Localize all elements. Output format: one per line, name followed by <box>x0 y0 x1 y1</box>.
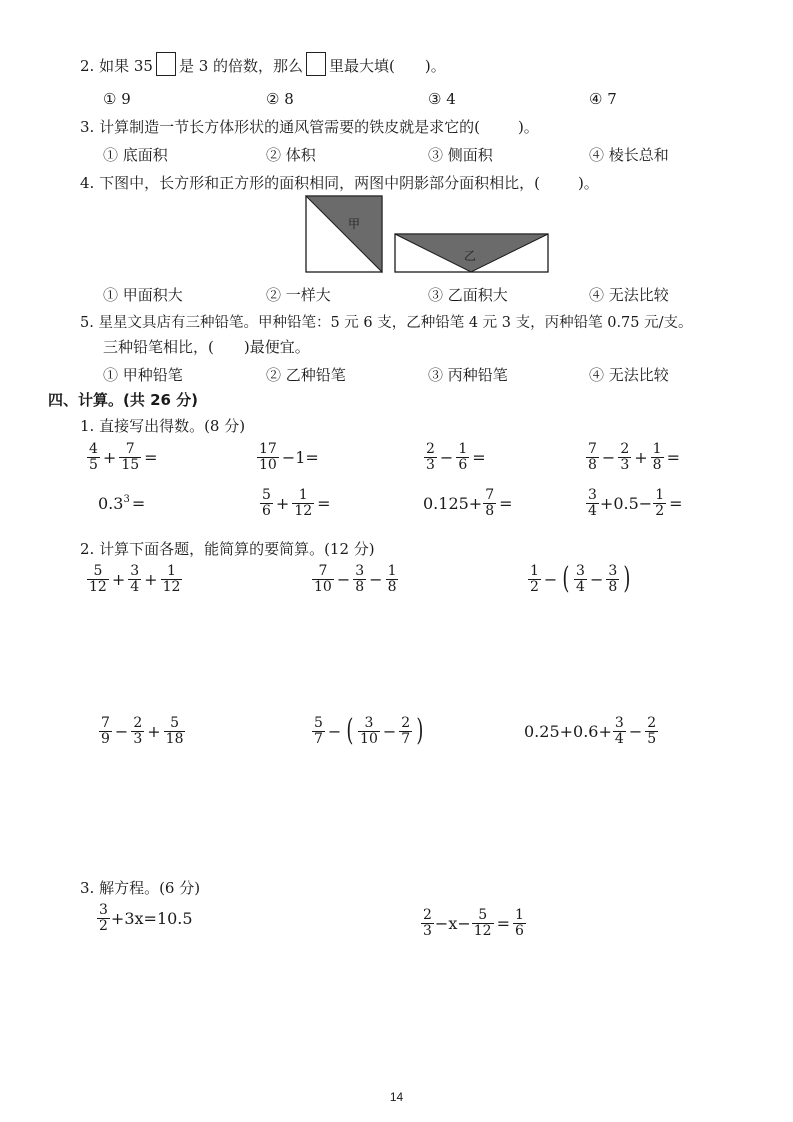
part-3-title: 3. 解方程。(6 分) <box>80 879 201 897</box>
question-text: )。 <box>577 174 599 192</box>
fraction: $\frac{7}{8}$ <box>485 487 495 519</box>
option-2[interactable]: ② 8 <box>266 90 294 108</box>
option-2[interactable]: ② 一样大 <box>266 286 331 304</box>
fraction: $\frac{2}{3}$ <box>620 441 630 473</box>
fraction: $\frac{2}{5}$ <box>647 715 657 747</box>
fraction: $\frac{5}{18}$ <box>165 715 184 747</box>
fraction: $\frac{3}{8}$ <box>355 563 365 595</box>
calc-expression-1[interactable]: 5 12 + $\frac{3}{4}$ + $\frac{1}{12}$ <box>89 563 181 595</box>
option-1[interactable]: ① 底面积 <box>103 146 168 164</box>
option-3[interactable]: ③ 4 <box>428 90 456 108</box>
equation-1[interactable]: 3 2 +3x=10.5 <box>99 902 193 934</box>
question-4 <box>80 172 599 193</box>
answer-box[interactable] <box>156 52 176 76</box>
fraction: 5 7 <box>314 715 323 747</box>
question-number: 3. <box>80 118 95 136</box>
option-4[interactable]: ④ 无法比较 <box>589 366 669 384</box>
fraction: 3 10 <box>360 715 378 747</box>
part-1-title: 1. 直接写出得数。(8 分) <box>80 417 246 435</box>
direct-expression-6[interactable]: 5 6 + $\frac{1}{12}$ = <box>262 487 331 519</box>
part-2-title: 2. 计算下面各题，能简算的要简算。(12 分) <box>80 540 375 558</box>
shapes-figure <box>300 192 555 276</box>
direct-expression-3[interactable]: 2 3 − $\frac{1}{6}$ = <box>426 441 486 473</box>
fraction: 1 2 <box>530 563 539 595</box>
square-figure <box>306 196 382 272</box>
fraction: 17 10 <box>259 441 277 473</box>
question-text: 计算制造一节长方体形状的通风管需要的铁皮就是求它的( <box>99 118 480 136</box>
calc-expression-4[interactable]: 7 9 − $\frac{2}{3}$ + $\frac{5}{18}$ <box>101 715 184 747</box>
fraction: 7 9 <box>101 715 110 747</box>
question-text: )最便宜。 <box>243 338 310 356</box>
question-text: 三种铅笔相比，( <box>103 338 214 356</box>
fraction: 2 3 <box>426 441 435 473</box>
option-3[interactable]: ③ 丙种铅笔 <box>428 366 508 384</box>
fraction: 3 4 <box>588 487 597 519</box>
fraction: $\frac{2}{3}$ <box>133 715 143 747</box>
fraction: $\frac{1}{6}$ <box>515 907 524 939</box>
option-2[interactable]: ② 体积 <box>266 146 316 164</box>
question-5 <box>80 311 693 332</box>
fraction: $\frac{5}{12}$ <box>473 907 492 939</box>
fraction: 4 5 <box>89 441 98 473</box>
calc-expression-6[interactable]: 0.25+0.6+ $\frac{3}{4}$ − $\frac{2}{5}$ <box>524 715 657 747</box>
fraction: 5 12 <box>89 563 107 595</box>
calc-expression-3[interactable]: 1 2 − ( 3 4 − $\frac{3}{8}$ ) <box>530 561 631 597</box>
question-number: 4. <box>80 174 95 192</box>
fraction: $\frac{3}{4}$ <box>130 563 140 595</box>
option-4[interactable]: ④ 7 <box>589 90 617 108</box>
direct-expression-5[interactable]: 0.3 $^3$ = <box>98 494 146 513</box>
equation-2[interactable]: 2 3 −x− $\frac{5}{12}$ = $\frac{1}{6}$ <box>423 907 524 939</box>
question-text: 星星文具店有三种铅笔。甲种铅笔：5 元 6 支，乙种铅笔 4 元 3 支，丙种铅笔 0.75 元/支。 <box>98 315 693 331</box>
fraction: $\frac{1}{2}$ <box>655 487 665 519</box>
fraction: 7 10 <box>314 563 332 595</box>
fraction: $\frac{1}{6}$ <box>458 441 468 473</box>
fraction: $\frac{3}{8}$ <box>608 563 618 595</box>
question-text: 里最大填( <box>329 57 395 75</box>
answer-box[interactable] <box>306 52 326 76</box>
direct-expression-2[interactable]: 17 10 −1= <box>259 441 319 473</box>
direct-expression-7[interactable]: 0.125+ $\frac{7}{8}$ = <box>423 487 513 519</box>
option-3[interactable]: ③ 乙面积大 <box>428 286 508 304</box>
figure-label-jia: 甲 <box>348 217 361 231</box>
question-text: )。 <box>517 118 539 136</box>
option-2[interactable]: ② 乙种铅笔 <box>266 366 346 384</box>
fraction: $\frac{1}{8}$ <box>652 441 662 473</box>
figure-label-yi: 乙 <box>464 249 477 263</box>
direct-expression-4[interactable]: 7 8 − $\frac{2}{3}$ + $\frac{1}{8}$ = <box>588 441 680 473</box>
option-1[interactable]: ① 甲面积大 <box>103 286 183 304</box>
calc-expression-2[interactable]: 7 10 − $\frac{3}{8}$ − $\frac{1}{8}$ <box>314 563 397 595</box>
section-title: 四、计算。(共 26 分) <box>48 391 199 409</box>
question-5-line-2 <box>103 336 310 357</box>
fraction: $\frac{7}{15}$ <box>121 441 140 473</box>
fraction: 7 8 <box>588 441 597 473</box>
option-1[interactable]: ① 甲种铅笔 <box>103 366 183 384</box>
fraction: $\frac{2}{7}$ <box>401 715 411 747</box>
question-text: )。 <box>424 57 446 75</box>
rectangle-figure <box>395 234 548 272</box>
page-number: 14 <box>389 1090 404 1104</box>
option-4[interactable]: ④ 无法比较 <box>589 286 669 304</box>
fraction: 3 2 <box>99 902 108 934</box>
direct-expression-1[interactable]: 4 5 + $\frac{7}{15}$ = <box>89 441 158 473</box>
calc-expression-5[interactable]: 5 7 − ( 3 10 − $\frac{2}{7}$ ) <box>314 713 424 749</box>
question-text: 下图中，长方形和正方形的面积相同，两图中阴影部分面积相比，( <box>99 174 540 192</box>
question-2 <box>80 52 446 76</box>
fraction: 5 6 <box>262 487 271 519</box>
fraction: 2 3 <box>423 907 432 939</box>
fraction: $\frac{1}{12}$ <box>294 487 313 519</box>
fraction: $\frac{1}{8}$ <box>387 563 397 595</box>
question-3 <box>80 116 539 137</box>
direct-expression-8[interactable]: 3 4 +0.5− $\frac{1}{2}$ = <box>588 487 683 519</box>
fraction: 3 4 <box>576 563 585 595</box>
option-4[interactable]: ④ 棱长总和 <box>589 146 669 164</box>
question-number: 2. <box>80 57 95 75</box>
fraction: $\frac{1}{12}$ <box>162 563 181 595</box>
option-1[interactable]: ① 9 <box>103 90 131 108</box>
question-text: 是 3 的倍数，那么 <box>178 57 304 75</box>
question-text: 如果 35 <box>99 57 153 75</box>
fraction: $\frac{3}{4}$ <box>614 715 624 747</box>
option-3[interactable]: ③ 侧面积 <box>428 146 493 164</box>
question-number: 5. <box>80 315 94 331</box>
